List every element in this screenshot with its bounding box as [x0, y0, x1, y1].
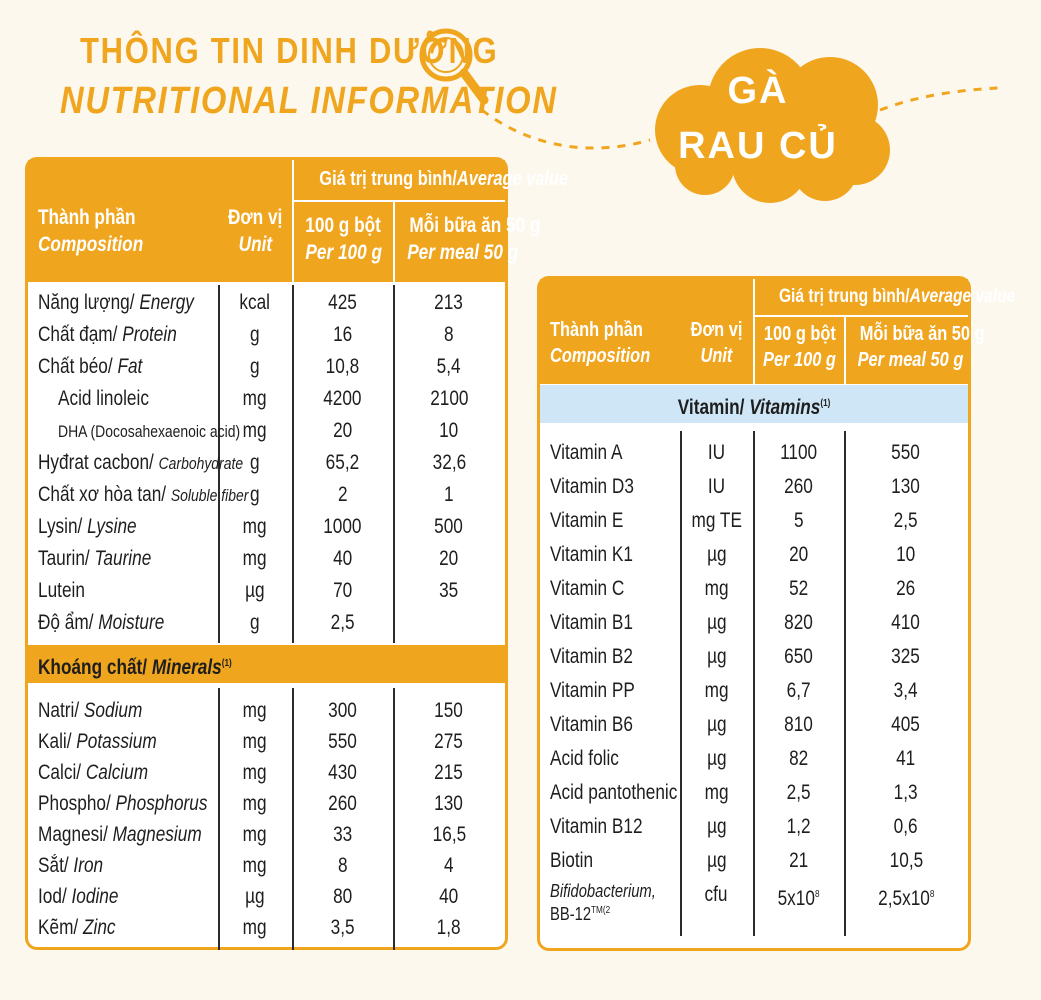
cell-text: Biotin — [550, 849, 594, 872]
cell-text: 820 — [784, 611, 813, 634]
cell-text: 4 — [444, 854, 454, 877]
cell-text: 275 — [434, 730, 464, 753]
cell-text: 10 — [439, 419, 459, 442]
cell-text: 21 — [788, 849, 809, 872]
cell-text: 2 — [337, 483, 348, 506]
cell-text: 130 — [434, 792, 464, 815]
cell-text: mg — [243, 823, 267, 846]
cell-text: TM(2 — [591, 905, 611, 916]
cell-text: Kali/ — [38, 730, 77, 753]
table-row — [28, 912, 505, 943]
cell-text: Mỗi bữa ăn 50 g — [859, 323, 985, 345]
cell-text: 52 — [788, 577, 809, 600]
cell-text: Composition — [550, 345, 651, 367]
cell-text: 1,3 — [894, 781, 918, 804]
table-row — [540, 743, 968, 774]
cell-text: Calci/ — [38, 761, 86, 784]
cell-text: 100 g bột — [763, 323, 836, 345]
cell-text: 16 — [332, 323, 353, 346]
cell-text: 425 — [328, 291, 357, 314]
cell-text: 32,6 — [432, 451, 466, 474]
flavor-line-2: RAU CỦ — [678, 125, 838, 167]
cell-text: DHA (Docosahexaenoic acid) — [58, 422, 241, 441]
cell-text: Acid pantothenic — [550, 781, 678, 804]
cell-text: Vitamin B1 — [550, 611, 633, 634]
cell-text: 430 — [328, 761, 357, 784]
cell-text: Iodine — [71, 885, 119, 908]
cell-text: Chất đạm/ — [38, 323, 123, 346]
cell-text: kcal — [239, 291, 271, 314]
table-row — [28, 881, 505, 912]
cell-text: 1 — [444, 483, 454, 506]
cell-text: Vitamins — [749, 396, 821, 419]
cell-text: 6,7 — [786, 679, 811, 702]
cell-text: 40 — [439, 885, 459, 908]
avg-value-label-vn: Giá trị trung bình/ — [319, 168, 457, 190]
cell-text: 80 — [332, 885, 353, 908]
cell-text: Unit — [700, 345, 733, 367]
cell-text: Vitamin K1 — [550, 543, 633, 566]
table-row — [28, 819, 505, 850]
cell-text: 20 — [332, 419, 353, 442]
cell-text: mg — [243, 547, 267, 570]
cell-text: Per 100 g — [763, 349, 836, 371]
cell-text: 35 — [439, 579, 459, 602]
table-row — [540, 607, 968, 638]
cell-text: Magnesi/ — [38, 823, 113, 846]
cell-text: µg — [706, 747, 727, 770]
table-row — [540, 641, 968, 672]
composition-label-vn: Thành phần — [38, 206, 136, 229]
cell-text: Độ ẩm/ — [38, 611, 99, 634]
cell-text: 810 — [784, 713, 813, 736]
cell-text: 26 — [896, 577, 916, 600]
cell-text: 10 — [896, 543, 916, 566]
cell-text: mg — [243, 515, 267, 538]
cell-text: 550 — [891, 441, 921, 464]
cell-text: g — [250, 323, 260, 346]
cell-text: Vitamin A — [550, 441, 623, 464]
cell-text: Sodium — [83, 699, 143, 722]
cell-text: 20 — [439, 547, 459, 570]
cell-text: 4200 — [323, 387, 362, 410]
table-row — [28, 479, 505, 510]
cell-text: Soluble fiber — [170, 486, 249, 505]
cell-text: mg — [704, 577, 729, 600]
cell-text: Giá trị trung bình/ — [778, 286, 910, 307]
cell-text: 5,4 — [437, 355, 461, 378]
cell-text: Iron — [73, 854, 104, 877]
table-row — [28, 511, 505, 542]
title-vietnamese: THÔNG TIN DINH DƯỠNG — [80, 30, 499, 71]
cell-text: (1) — [221, 658, 232, 669]
cell-text: cfu — [705, 883, 728, 906]
nutrition-table-main — [25, 157, 569, 950]
cell-text: 8 — [444, 323, 454, 346]
cell-text: BB-12 — [550, 904, 592, 924]
cell-text: mg — [243, 792, 267, 815]
table-row — [540, 777, 968, 808]
cell-text: 2,5 — [894, 509, 918, 532]
table-row — [540, 471, 968, 502]
cell-text: IU — [707, 475, 726, 498]
cell-text: µg — [706, 611, 727, 634]
cell-text: Fat — [117, 355, 143, 378]
cell-text: Phosphorus — [115, 792, 208, 815]
cell-text: (1) — [820, 398, 831, 409]
cell-text: 550 — [328, 730, 357, 753]
cell-text: Carbohydrate — [158, 454, 244, 473]
cell-text: 8 — [337, 854, 348, 877]
cell-text: 2100 — [429, 387, 469, 410]
cell-text: 2,5 — [786, 781, 811, 804]
cell-text: Natri/ — [38, 699, 84, 722]
cell-text: Lysin/ — [38, 515, 88, 538]
cell-text: Kẽm/ — [38, 916, 83, 939]
table-row — [28, 695, 505, 726]
table-row — [540, 845, 968, 876]
cell-text: 40 — [332, 547, 353, 570]
table-row — [28, 447, 505, 478]
cell-text: mg — [704, 679, 729, 702]
cell-text: 8 — [929, 889, 935, 900]
table-row — [28, 351, 505, 382]
cell-text: 300 — [328, 699, 357, 722]
cell-text: Lutein — [38, 579, 85, 602]
unit-label-vn: Đơn vị — [227, 206, 283, 229]
cell-text: mg — [243, 419, 267, 442]
table-row — [540, 675, 968, 706]
cell-text: Sắt/ — [38, 854, 74, 877]
cell-text: 8 — [814, 889, 820, 900]
cell-text: Potassium — [76, 730, 157, 753]
cell-text: 650 — [784, 645, 813, 668]
cell-text: 150 — [434, 699, 464, 722]
cell-text: Lysine — [87, 515, 137, 538]
cell-text: µg — [706, 645, 727, 668]
cell-text: µg — [706, 543, 727, 566]
cell-text: 410 — [891, 611, 921, 634]
cell-text: Bifidobacterium, — [550, 881, 656, 901]
avg-value-label-en: Average value — [456, 168, 569, 190]
cell-text: Taurin/ — [38, 547, 95, 570]
cell-text: mg — [243, 761, 267, 784]
cell-text: g — [250, 355, 260, 378]
table-row-bifidobacterium — [540, 879, 968, 929]
composition-label-en: Composition — [38, 233, 144, 257]
cell-text: 405 — [891, 713, 921, 736]
table-row — [28, 287, 505, 318]
cell-text: 2,5 — [330, 611, 355, 634]
cell-text: 33 — [332, 823, 353, 846]
table-row — [540, 505, 968, 536]
cell-text: g — [250, 483, 260, 506]
cell-text: Vitamin E — [550, 509, 624, 532]
cell-text: Protein — [122, 323, 177, 346]
cell-text: Acid folic — [550, 747, 619, 770]
cell-text: 82 — [788, 747, 809, 770]
cell-text: Vitamin/ — [677, 396, 750, 419]
cell-text: mg — [243, 699, 267, 722]
cell-text: 130 — [891, 475, 921, 498]
cell-text: Vitamin PP — [550, 679, 635, 702]
vitamins-table — [537, 276, 1016, 951]
permeal-label-vn: Mỗi bữa ăn 50 g — [409, 214, 541, 237]
cell-text: mg TE — [691, 509, 742, 532]
cell-text: Vitamin B12 — [550, 815, 643, 838]
cell-text: Taurine — [94, 547, 152, 570]
cell-text: 0,6 — [894, 815, 918, 838]
cell-text: g — [250, 611, 260, 634]
cell-text: Calcium — [85, 761, 149, 784]
table-row — [28, 788, 505, 819]
cell-text: Magnesium — [112, 823, 202, 846]
title-english: NUTRITIONAL INFORMATION — [60, 80, 558, 122]
cell-text: 1000 — [323, 515, 362, 538]
cell-text: 5x10 — [777, 887, 815, 910]
cell-text: 260 — [328, 792, 357, 815]
cell-text: 16,5 — [432, 823, 466, 846]
cell-text: Energy — [139, 291, 194, 314]
flavor-line-1: GÀ — [727, 70, 789, 112]
cell-text: Chất xơ hòa tan/ — [38, 483, 171, 506]
cell-text: mg — [243, 387, 267, 410]
cell-text: Per meal 50 g — [857, 349, 964, 371]
cell-text: mg — [243, 916, 267, 939]
cell-text: 1,8 — [437, 916, 461, 939]
cell-text: Moisture — [98, 611, 165, 634]
cell-text: Vitamin B2 — [550, 645, 633, 668]
cell-text: Hyđrat cacbon/ — [38, 451, 159, 474]
table-row — [28, 383, 505, 414]
cell-text: µg — [706, 849, 727, 872]
table-row — [540, 573, 968, 604]
cell-text: 500 — [434, 515, 464, 538]
dashed-path — [880, 88, 998, 110]
cell-text: µg — [245, 579, 265, 602]
table-row — [28, 726, 505, 757]
cell-text: 5 — [793, 509, 804, 532]
cell-text: Acid linoleic — [58, 387, 149, 410]
cell-text: 20 — [788, 543, 809, 566]
table-row — [28, 575, 505, 606]
cell-text: Zinc — [82, 916, 116, 939]
per100-label-en: Per 100 g — [305, 241, 382, 265]
permeal-label-en: Per meal 50 g — [407, 241, 519, 265]
cell-text: IU — [707, 441, 726, 464]
vitamins-section-header — [540, 385, 968, 423]
cell-text: mg — [243, 854, 267, 877]
table-row — [28, 415, 505, 446]
cell-text: mg — [704, 781, 729, 804]
cell-text: µg — [706, 815, 727, 838]
table-row — [28, 543, 505, 574]
cell-text: Iod/ — [38, 885, 72, 908]
cell-text: 213 — [434, 291, 464, 314]
table-row — [540, 437, 968, 468]
cell-text: 260 — [784, 475, 813, 498]
table-row — [540, 709, 968, 740]
cell-text: µg — [245, 885, 265, 908]
cell-text: Khoáng chất/ — [38, 656, 152, 679]
table-row — [28, 757, 505, 788]
cell-text: g — [250, 451, 260, 474]
cell-text: Đơn vị — [690, 319, 743, 341]
cell-text: µg — [706, 713, 727, 736]
table-row — [540, 811, 968, 842]
cell-text: Phospho/ — [38, 792, 116, 815]
cell-text: 41 — [896, 747, 916, 770]
unit-label-en: Unit — [238, 233, 272, 257]
cell-text: Chất béo/ — [38, 355, 118, 378]
cell-text: Average value — [909, 286, 1016, 307]
cell-text: 1100 — [779, 441, 818, 464]
table-row — [28, 607, 505, 638]
cell-text: mg — [243, 730, 267, 753]
cell-text: 10,5 — [889, 849, 923, 872]
cell-text: Năng lượng/ — [38, 291, 140, 314]
cell-text: Vitamin D3 — [550, 475, 634, 498]
cell-text: 10,8 — [325, 355, 360, 378]
cell-text: 3,4 — [894, 679, 918, 702]
table-header — [28, 160, 569, 282]
cell-text: Thành phần — [550, 319, 643, 341]
table-header — [540, 279, 1016, 384]
cell-text: Vitamin B6 — [550, 713, 633, 736]
cell-text: Vitamin C — [550, 577, 625, 600]
per100-label-vn: 100 g bột — [305, 214, 382, 237]
minerals-section-header — [28, 645, 505, 683]
cell-text: 1,2 — [786, 815, 811, 838]
table-row — [540, 539, 968, 570]
cell-text: 325 — [891, 645, 921, 668]
cell-text: Minerals — [151, 656, 222, 679]
cell-text: 3,5 — [330, 916, 355, 939]
cell-text: 2,5x10 — [877, 887, 930, 910]
cell-text: 215 — [434, 761, 464, 784]
cell-text: 70 — [332, 579, 353, 602]
table-row — [28, 850, 505, 881]
cell-text: 65,2 — [325, 451, 360, 474]
table-row — [28, 319, 505, 350]
